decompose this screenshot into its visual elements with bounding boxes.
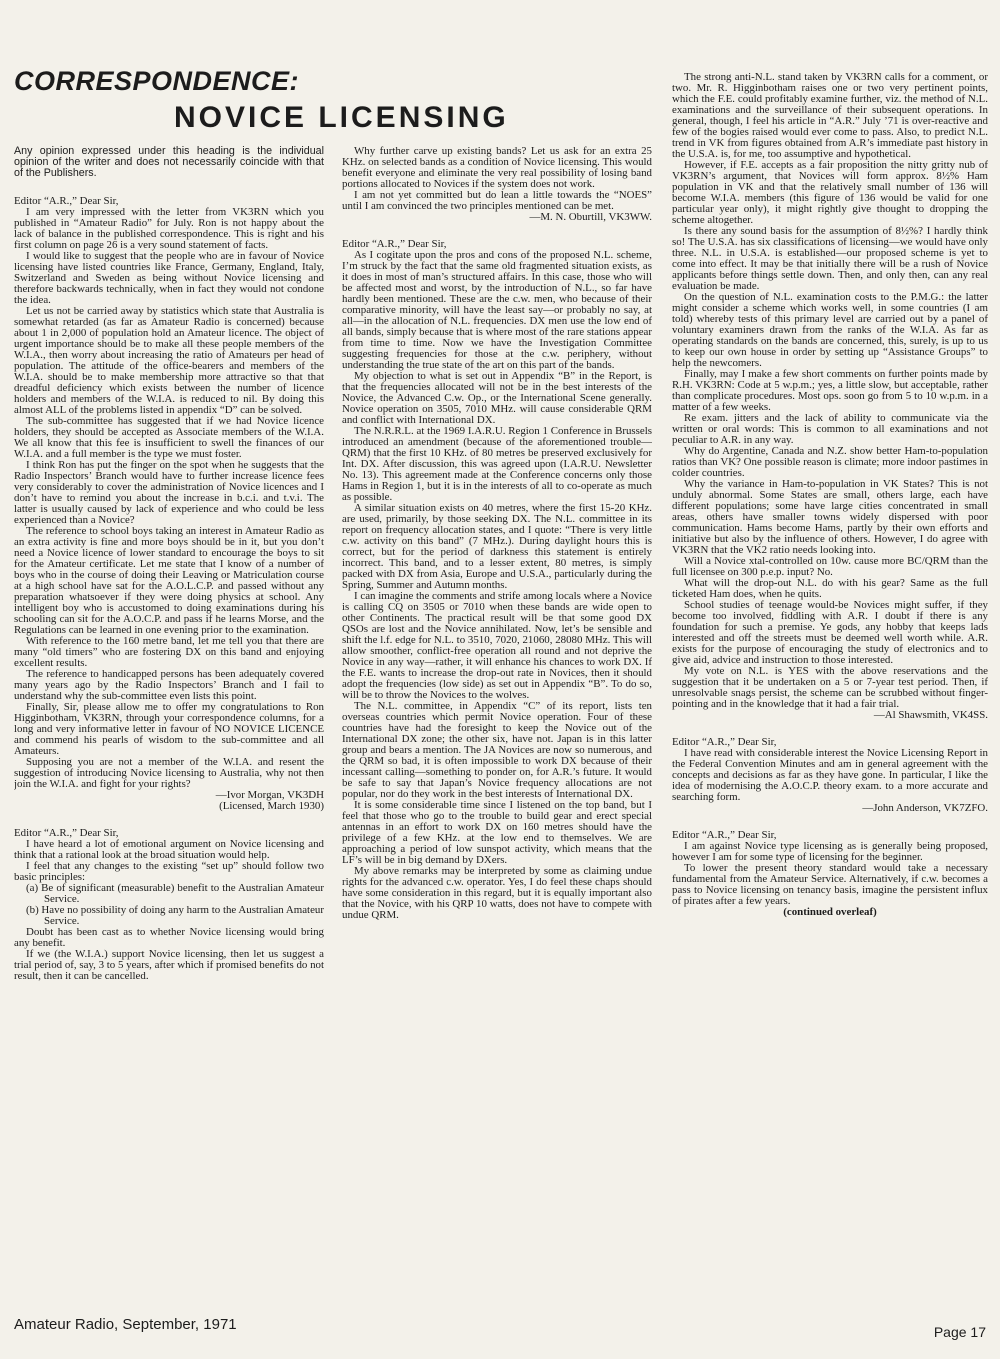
column-1 [14,146,324,1306]
letter1-paragraph: The reference to school boys taking an interest in Amateur Radio as an extra activity is fine and more boys should be in it, but you don’t need a Novice licence of lower standard to encourage the boys to sit for the Amateur certificate. Let me state that I know of a number of boys who in the course of doing their Leaving or Matriculation course at a high school have sat for the A.O.L.C.P. and passed without any preparation whatsoever if they were doing physics at school. Any intelligent boy who is accustomed to doing examinations during his schooling can sit for the A.O.C.P. and pass if he learns Morse, and the Regulations can be learned in one evening prior to the examination. [14,524,324,636]
letter5-salutation: Editor “A.R.,” Dear Sir, [672,829,777,841]
letter1-paragraph: Let us not be carried away by statistics which state that Australia is somewhat retarded (as far as Amateur Radio is concerned) because about 1 in 2,000 of population hold an Amateur licence. The object of urgent importance should be to make all these people members of the W.I.A., then worry about increasing the ratio of Amateurs per head of population. The attitude of the office-bearers and members of the W.I.A. should be to make membership more attractive so that that dreadful deficiency which exists between the number of licence holders and members of the W.I.A. is reduced to nil. By doing this almost ALL of the problems listed in appendix “D” can be solved. [14,304,324,416]
letter1-paragraph: I am very impressed with the letter from VK3RN which you published in “Amateur Radio” for July. Ron is not happy about the lack of balance in the published correspondence. This is right and his first column on page 26 is a very sound statement of facts. [14,205,324,251]
letter2-paragraph: I feel that any changes to the existing “set up” should follow two basic principles: [14,859,324,883]
letter5-paragraph: I am against Novice type licensing as is generally being proposed, however I am for some type of licensing for the beginner. [672,840,988,863]
letter3-paragraph: The strong anti-N.L. stand taken by VK3RN calls for a comment, or two. Mr. R. Higginbotham raises one or two very pertinent points, which the F.E. could profitably examine further, viz. the method of N.L. examinations and the surveillance of their subsequent operations. In general, though, I feel his article in “A.R.” July ’71 is over-reactive and few of the bogies raised would ever come to pass. Also, to predict N.L. trend in VK from figures obtained from A.R’s immediate past history in the U.S.A. is, for me, too assumptive and hypothetical. [672,72,988,160]
letter2-paragraph: I am not yet committed but do lean a little towards the “NOES” until I am convinced the two principles mentioned can be met. [342,189,652,212]
publication-footer: Amateur Radio, September, 1971 [14,1316,237,1333]
letter3-signature: —Al Shawsmith, VK4SS. [873,709,988,721]
page-header [14,66,654,136]
letter2-salutation: Editor “A.R.,” Dear Sir, [14,826,119,839]
letter3-paragraph: What will the drop-out N.L. do with his gear? Same as the full ticketed Ham does, when he quits. [672,577,988,600]
letter1-salutation: Editor “A.R.,” Dear Sir, [14,194,119,207]
letter3-paragraph: However, if F.E. accepts as a fair proposition the nitty gritty nub of VK3RN’s argument, that Novices will form approx. 8½% Ham population in VK and that the relatively small number of 136 will become W.I.A. members (this figure of 136 would be valid for one particular year only), it might rightly give thought to dropping the scheme altogether. [672,159,988,226]
letter3-paragraph: On the question of N.L. examination costs to the P.M.G.: the latter might consider a scheme which works well, in some countries (I am told) whereby tests of this primary level are carried out by a panel of voluntary examiners drawn from the ranks of the W.I.A. As far as operating standards on the bands are concerned, this, surely, is up to us to keep our own house in order by setting up “Assistance Groups” to help the newcomers. [672,291,988,369]
letter2-paragraph: If we (the W.I.A.) support Novice licensing, then let us suggest a trial period of, say, 3 to 5 years, after which if promised benefits do not result, then it can be cancelled. [14,947,324,982]
letter1-signature: —Ivor Morgan, VK3DH [215,788,324,801]
letter2-paragraph: Doubt has been cast as to whether Novice licensing would bring any benefit. [14,925,324,949]
letter3-paragraph: Why do Argentine, Canada and N.Z. show better Ham-to-population ratios than VK? One possible reason is climate; more indoor pastimes in colder countries. [672,445,988,479]
disclaimer: Any opinion expressed under this heading is the individual opinion of the writer and does not necessarily coincide with that of the Publishers. [14,146,324,180]
letter1-paragraph: With reference to the 160 metre band, let me tell you that there are many “old timers” who are fostering DX on this band and enjoying excellent results. [14,634,324,669]
letter3-paragraph: My vote on N.L. is YES with the above reservations and the suggestion that it be undertaken on a 5 or 7-year test period. Then, if unresolvable snags persist, the scheme can be scrubbed without finger-pointing and in the knowledge that it had a fair trial. [672,665,988,710]
continued-overleaf: (continued overleaf) [783,906,877,918]
letter4-signature: —John Anderson, VK7ZFO. [862,802,988,814]
letter3-paragraph: A similar situation exists on 40 metres, where the first 15-20 KHz. are used, primarily, by those seeking DX. The N.L. committee in its report on frequency allocation states, and I quote: “There is very little c.w. activity on this band” (7 MHz.). During daylight hours this is correct, but for the period of darkness this statement is entirely incorrect. This band, and to a lesser extent, 80 metres, is simply packed with DX from Asia, Europe and U.S.A., particularly during the Spring, Summer and Autumn months. [342,502,652,591]
section-label: CORRESPONDENCE: [14,66,300,96]
letter1-paragraph: Supposing you are not a member of the W.I.A. and resent the suggestion of introducing Novice licensing to Australia, why not then join the W.I.A. and fight for your rights? [14,755,324,790]
letter3-paragraph: Why the variance in Ham-to-population in VK States? This is not unduly abnormal. Some States are small, others large, each have different populations; some have large cities concentrated in small areas, others have smaller towns widely dispersed with poor communication. Hams become Hams, partly by their own efforts and initiative but also by the influence of others. However, I do agree with VK3RN that the VK2 ratio needs looking into. [672,478,988,556]
letter3-paragraph: School studies of teenage would-be Novices might suffer, if they become too involved, fiddling with A.R. I doubt if there is any foundation for such a premise. Ye gods, any hobby that keeps lads interested and off the streets must be deemed well worth while. A.R. exists for the purpose of encouraging the study of electronics and to give aid, advice and instruction to those interested. [672,599,988,666]
page-number: Page 17 [933,1324,986,1340]
letter2-list-item: (b) Have no possibility of doing any harm to the Australian Amateur Service. [26,903,324,927]
letter3-paragraph: It is some considerable time since I listened on the top band, but I feel that those who go to the trouble to build gear and erect special antennas in an effort to work DX on 160 metres should have the privilege of a few KHz. at the low end to themselves. We are approaching a period of low sunspot activity, which means that the LF’s will be in big demand by DXers. [342,799,652,866]
letter4-salutation: Editor “A.R.,” Dear Sir, [672,736,777,748]
letter3-paragraph: Is there any sound basis for the assumption of 8½%? I hardly think so! The U.S.A. has six classifications of licensing—we would have only three. N.L. in U.S.A. is established—our proposed scheme is yet to come into effect. It may be that initially there will be a rush of Novice applicants before things settle down. Then, and only then, can any real evaluation be made. [672,225,988,292]
letter2-paragraph: I have heard a lot of emotional argument on Novice licensing and think that a rational look at the broad situation would help. [14,837,324,861]
letter3-paragraph: Re exam. jitters and the lack of ability to communicate via the written or oral words: This is common to all examinations and not peculiar to A.R. in any way. [672,412,988,446]
letter3-paragraph: My above remarks may be interpreted by some as claiming undue rights for the advanced c.w. operator. Yes, I do feel these chaps should have some consideration in this regard, but it is equally important also that the Novice, with his QRP 10 watts, does not have to compete with undue QRM. [342,865,652,921]
letter4-paragraph: I have read with considerable interest the Novice Licensing Report in the Federal Convention Minutes and am in general agreement with the concepts and decisions as far as they have gone. In particular, I like the idea of modernising the A.O.C.P. theory exam. to a more accurate and searching form. [672,747,988,803]
letter1-paragraph: I would like to suggest that the people who are in favour of Novice licensing have listed countries like France, Germany, England, Italy, Switzerland and Sweden as being without Novice licensing and therefore backwards technically, when in fact they would not condone the idea. [14,249,324,306]
letter3-paragraph: I can imagine the comments and strife among locals where a Novice is calling CQ on 3505 or 7010 when these bands are wide open to other Continents. The practical result will be that some good DX QSOs are lost and the Novice annihilated. Now, let’s be sensible and shift the l.f. edge for N.L. to 3510, 7020, 21060, 28080 MHz. This will allow smoother, conflict-free operation all round and not deprive the Novice in any way—rather, it will enhance his chances to work DX. If the F.E. wants to increase the drop-out rate in Novices, then it should adopt the frequencies (low side) as set out in Appendix “B”. To do so, will be to throw the Novices to the wolves. [342,590,652,701]
page-title: NOVICE LICENSING [174,101,509,134]
column-2 [342,146,652,1306]
letter3-salutation: Editor “A.R.,” Dear Sir, [342,238,447,250]
letter5-paragraph: To lower the present theory standard would take a necessary fundamental from the Amateur Service. Alternatively, if c.w. becomes a pass to Novice licensing on tenancy basis, imagine the persistent influx of pirates after a few years. [672,862,988,907]
letter1-paragraph: Finally, Sir, please allow me to offer my congratulations to Ron Higginbotham, VK3RN, through your correspondence columns, for a long and very informative letter in favour of NO NOVICE LICENCE and commend his pearls of wisdom to the sub-committee and all Amateurs. [14,700,324,757]
letter3-paragraph: The N.R.R.L. at the 1969 I.A.R.U. Region 1 Conference in Brussels introduced an amendment (because of the aforementioned trouble—QRM) that the first 10 KHz. of 80 metres be preserved exclusively for Int. DX. After discussion, this was agreed upon (I.A.R.U. Newsletter No. 13). This agreement made at the Conference concerns only those Hams in Region 1, but it is in the interests of all to co-operate as much as possible. [342,425,652,503]
letter1-paragraph: I think Ron has put the finger on the spot when he suggests that the Radio Inspectors’ Branch would have to further increase licence fees very considerably to cover the administration of Novice licences and I don’t have to remind you about the increase in b.c.i. and t.v.i. The latter is usually caused by lack of experience and who could be less experienced than a Novice? [14,458,324,526]
column-3 [672,72,988,1306]
letter3-paragraph: Finally, may I make a few short comments on further points made by R.H. VK3RN: Code at 5 w.p.m.; yes, a little slow, but acceptable, rather than complicate procedures. Most ops. soon go from 5 to 10 w.p.m. in a matter of a few weeks. [672,368,988,413]
letter3-paragraph: Will a Novice xtal-controlled on 10w. cause more BC/QRM than the full licensee on 300 p.e.p. input? No. [672,555,988,578]
letter1-paragraph: The reference to handicapped persons has been adequately covered many years ago by the Radio Inspectors’ Branch and I fail to understand why the sub-committee even lists this point. [14,667,324,702]
letter1-signature-note: (Licensed, March 1930) [219,799,324,812]
letter2-paragraph: Why further carve up existing bands? Let us ask for an extra 25 KHz. on selected bands as a condition of Novice licensing. This would benefit everyone and eliminate the very real possibility of losing band portions allocated to Novices if the system does not work. [342,146,652,190]
letter2-list-item: (a) Be of significant (measurable) benefit to the Australian Amateur Service. [26,881,324,905]
letter1-paragraph: The sub-committee has suggested that if we had Novice licence holders, they should be accepted as Associate members of the W.I.A. We all know that this fee is insufficient to swell the finances of our W.I.A. and a full member is the type we must foster. [14,414,324,460]
letter3-paragraph: My objection to what is set out in Appendix “B” in the Report, is that the frequencies allocated will not be in the best interests of the Novice, the Advanced C.w. Op., or the International Scene generally. Novice operation on 3505, 7010 MHz. will cause considerable QRM and conflict with International DX. [342,370,652,426]
letter3-paragraph: The N.L. committee, in Appendix “C” of its report, lists ten overseas countries which permit Novice operation. Four of these countries have had the foresight to keep the Novice out of the International DX zone; the other six, have not. Japan is in this latter group and bears a mention. The JA Novices are now so numerous, and the QRM so bad, it is often impossible to work DX because of their incessant calling—something to ponder on, for A.R.’s future. It would be safe to say that Japan’s Novice frequency allocations are not popular, nor do they work in the best interests of International DX. [342,700,652,800]
letter2-signature: —M. N. Oburtill, VK3WW. [529,211,652,223]
letter3-paragraph: As I cogitate upon the pros and cons of the proposed N.L. scheme, I’m struck by the fact that the same old fragmented situation exists, as it does in most of man’s structured affairs. In this case, those who will be affected most and worst, by the introduction of N.L., so far have hardly been mentioned. These are the c.w. men, who because of their comparative minority, will have the least say—or probably no say, at all—in the allocation of N.L. frequencies. DX men use the low end of all bands, simply because that is where most of the rare stations appear from time to time. Now we have the Investigation Committee suggesting frequencies for those at the c.w. periphery, without understanding the true state of the art on this part of the bands. [342,249,652,371]
